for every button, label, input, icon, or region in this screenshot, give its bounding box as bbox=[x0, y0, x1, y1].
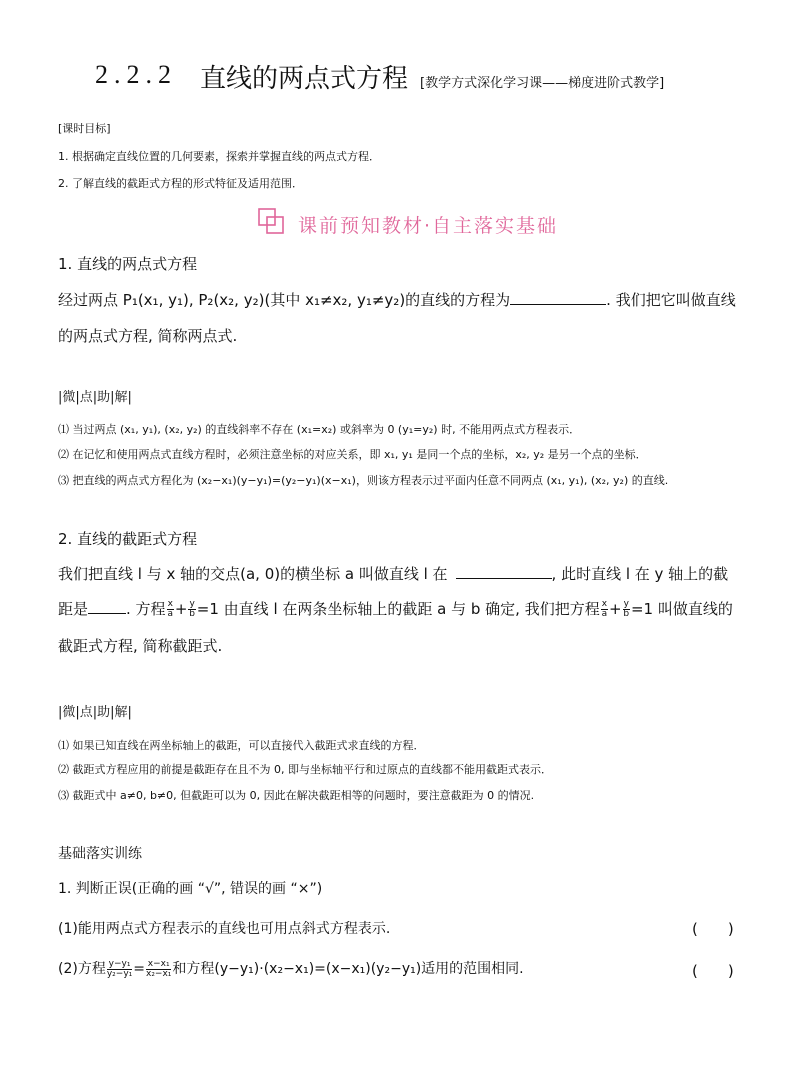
note-item: ⑵ 在记忆和使用两点式直线方程时，必须注意坐标的对应关系，即 x₁, y₁ 是同一个点的坐标，x₂, y₂ 是另一个点的坐标． bbox=[58, 448, 647, 461]
note-heading: |微|点|助|解| bbox=[58, 705, 132, 720]
paragraph-line: 距是 . 方程 $\frac{x}{a}$ + $\frac{y}{b}$ =1 由直线 l 在两条坐标轴上的截距 a 与 b 确定, 我们把方程 $\frac{x}{a}$ + $\frac{y}{b}$ =1 叫做直线的 bbox=[58, 599, 733, 619]
note-item: ⑴ 如果已知直线在两坐标轴上的截距，可以直接代入截距式求直线的方程． bbox=[58, 739, 425, 752]
note-item: ⑵ 截距式方程应用的前提是截距存在且不为 0, 即与坐标轴平行和过原点的直线都不能用截距式表示． bbox=[58, 763, 552, 776]
fraction: $\frac{y}{b}$ bbox=[623, 599, 630, 619]
question: 1. 判断正误(正确的画 “√”, 错误的画 “×”) bbox=[58, 881, 323, 897]
note-item: ⑶ 截距式中 a≠0, b≠0, 但截距可以为 0, 因此在解决截距相等的问题时，要注意截距为 0 的情况. bbox=[58, 789, 535, 802]
page-title: 直线的两点式方程 bbox=[200, 64, 409, 94]
text-segment: 距是 bbox=[58, 600, 89, 618]
paragraph-line bbox=[58, 563, 728, 584]
fraction: $\frac{x}{a}$ bbox=[601, 599, 608, 619]
fraction: $\frac{\text{x−x₁}}{\text{x₂−x₁}}$ bbox=[146, 958, 172, 979]
answer-paren[interactable]: ( ) bbox=[692, 920, 734, 938]
objectives-heading: [课时目标] bbox=[58, 122, 111, 135]
note-item: ⑶ 把直线的两点式方程化为 (x₂−x₁)(y−y₁)=(y₂−y₁)(x−x₁)，则该方程表示过平面内任意不同两点 (x₁, y₁), (x₂, y₂) 的直线. bbox=[58, 474, 669, 487]
text-segment: 我们把直线 l 与 x 轴的交点(a, 0)的横坐标 a 叫做直线 l 在 bbox=[58, 565, 448, 583]
paragraph-line: 的两点式方程, 简称两点式. bbox=[58, 327, 238, 345]
fill-blank bbox=[456, 578, 552, 579]
section-heading: 2. 直线的截距式方程 bbox=[58, 530, 198, 548]
text-segment: . 方程 bbox=[126, 600, 166, 618]
text-segment: . 我们把它叫做直线 bbox=[606, 291, 736, 309]
fill-blank bbox=[88, 613, 126, 614]
fraction: $\frac{\text{y−y₁}}{\text{y₂−y₁}}$ bbox=[106, 958, 133, 979]
section-heading: 1. 直线的两点式方程 bbox=[58, 255, 198, 273]
fraction: $\frac{x}{a}$ bbox=[167, 599, 173, 619]
objective-item: 2. 了解直线的截距式方程的形式特征及适用范围． bbox=[58, 177, 303, 190]
text-segment: =1 叫做直线的 bbox=[630, 600, 733, 618]
section-banner: 课前预知教材·自主落实基础 bbox=[298, 215, 559, 237]
paragraph-line: 截距式方程, 简称截距式. bbox=[58, 637, 223, 655]
fraction: $\frac{y}{b}$ bbox=[189, 599, 195, 619]
text-segment: =1 由直线 l 在两条坐标轴上的截距 a 与 b 确定, 我们把方程 bbox=[196, 600, 600, 618]
practice-heading: 基础落实训练 bbox=[58, 846, 142, 862]
text-segment: , 此时直线 l 在 y 轴上的截 bbox=[551, 565, 729, 583]
double-square-icon bbox=[256, 206, 286, 236]
question-item: (2)方程 $\frac{\text{y−y₁}}{\text{y₂−y₁}}$ = $\frac{\text{x−x₁}}{\text{x₂−x₁}}$ 和方程(y−y₁)·(x₂−x₁)=(x−x₁)(y₂−y₁)适用的范围相同. bbox=[58, 958, 524, 979]
note-item: ⑴ 当过两点 (x₁, y₁), (x₂, y₂) 的直线斜率不存在 (x₁=x₂) 或斜率为 0 (y₁=y₂) 时, 不能用两点式方程表示． bbox=[58, 423, 581, 436]
objective-item: 1. 根据确定直线位置的几何要素，探索并掌握直线的两点式方程． bbox=[58, 150, 380, 163]
page-subtitle: [教学方式深化学习课——梯度进阶式教学] bbox=[420, 76, 665, 91]
section-number: 2.2.2 bbox=[95, 60, 177, 89]
text-segment: 经过两点 P₁(x₁, y₁), P₂(x₂, y₂)(其中 x₁≠x₂, y₁≠y₂)的直线的方程为 bbox=[58, 291, 511, 309]
answer-paren[interactable]: ( ) bbox=[692, 962, 734, 980]
note-heading: |微|点|助|解| bbox=[58, 390, 132, 405]
paragraph-line bbox=[58, 289, 736, 310]
fill-blank bbox=[510, 304, 606, 305]
question-item: (1)能用两点式方程表示的直线也可用点斜式方程表示. bbox=[58, 921, 391, 937]
